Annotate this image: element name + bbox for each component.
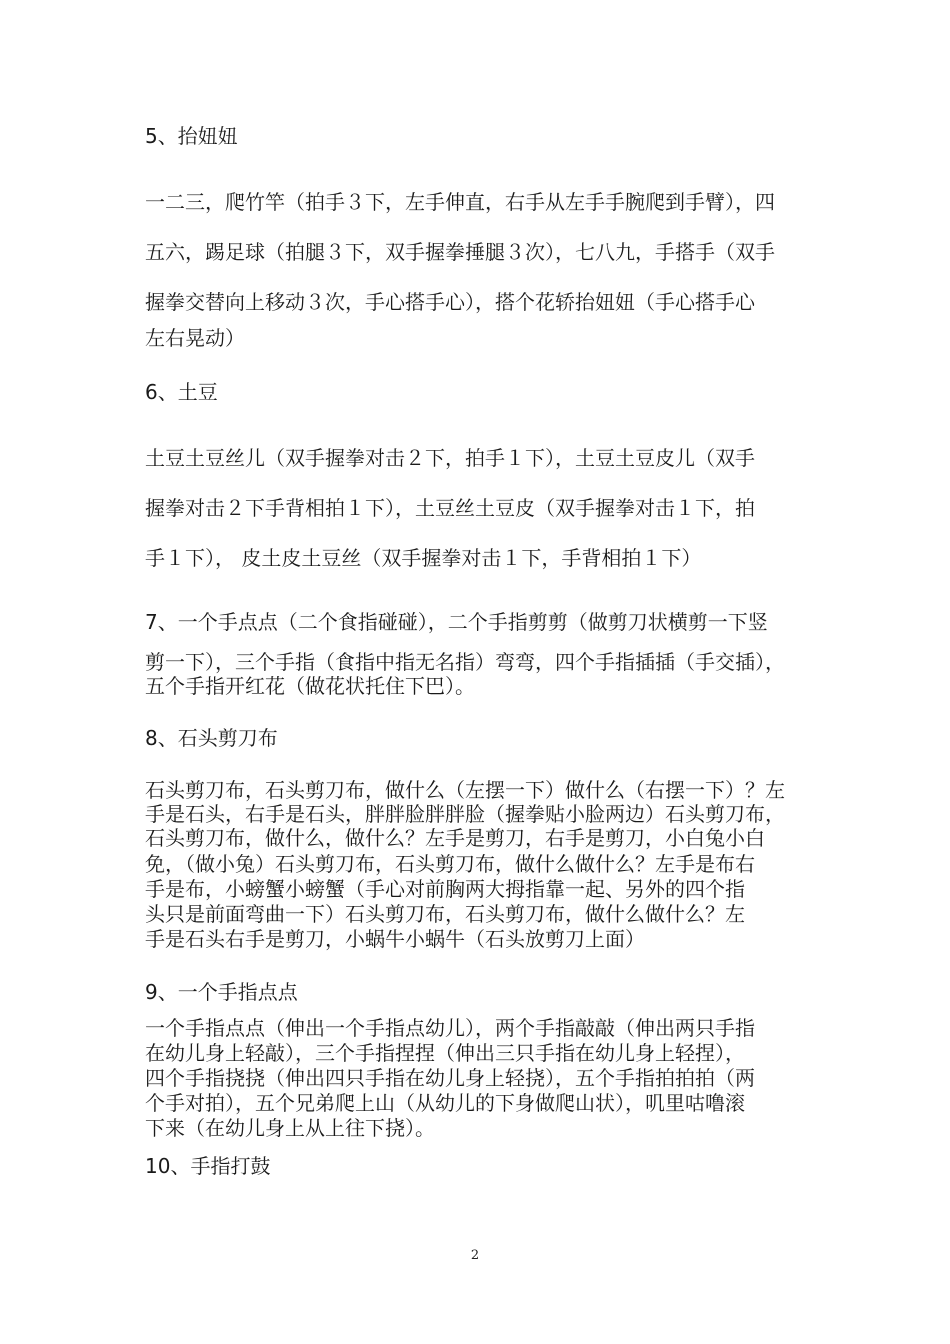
text-line: 在幼儿身上轻敲），三个手指捏捏（伸出三只手指在幼儿身上轻捏）， [145, 1041, 745, 1065]
text-line: 个手对拍），五个兄弟爬上山（从幼儿的下身做爬山状），叽里咕噜滚 [145, 1091, 745, 1115]
text-line: 五个手指开红花（做花状托住下巴）。 [145, 674, 475, 698]
text-line: 头只是前面弯曲一下）石头剪刀布，石头剪刀布，做什么做什么？左 [145, 902, 745, 926]
heading-5: 5、抬妞妞 [145, 124, 238, 148]
text-line: 五六，踢足球（拍腿３下，双手握拳捶腿３次），七八九，手搭手（双手 [145, 240, 775, 264]
heading-9: 9、一个手指点点 [145, 980, 298, 1004]
text-line: 手是布，小螃蟹小螃蟹（手心对前胸两大拇指靠一起、另外的四个指 [145, 877, 745, 901]
text-line: 土豆土豆丝儿（双手握拳对击２下，拍手１下），土豆土豆皮儿（双手 [145, 446, 755, 470]
heading-8: 8、石头剪刀布 [145, 726, 278, 750]
text-line: 四个手指挠挠（伸出四只手指在幼儿身上轻挠），五个手指拍拍拍（两 [145, 1066, 755, 1090]
text-line: 一个手指点点（伸出一个手指点幼儿），两个手指敲敲（伸出两只手指 [145, 1016, 755, 1040]
heading-6: 6、土豆 [145, 380, 218, 404]
heading-10: 10、手指打鼓 [145, 1154, 271, 1178]
text-line: 手是石头，右手是石头，胖胖脸胖胖脸（握拳贴小脸两边）石头剪刀布， [145, 802, 785, 826]
text-line: 左右晃动） [145, 326, 245, 350]
text-line: 手１下）， 皮土皮土豆丝（双手握拳对击１下，手背相拍１下） [145, 546, 702, 570]
text-line: 石头剪刀布，做什么，做什么？左手是剪刀，右手是剪刀，小白兔小白 [145, 826, 765, 850]
text-line: 剪一下），三个手指（食指中指无名指）弯弯，四个手指插插（手交插）， [145, 650, 785, 674]
text-line: 手是石头右手是剪刀，小蜗牛小蜗牛（石头放剪刀上面） [145, 927, 645, 951]
page-number: 2 [470, 1248, 480, 1263]
text-line: 握拳交替向上移动３次，手心搭手心），搭个花轿抬妞妞（手心搭手心 [145, 290, 755, 314]
text-line: 下来（在幼儿身上从上往下挠）。 [145, 1116, 435, 1140]
text-line: 石头剪刀布，石头剪刀布，做什么（左摆一下）做什么（右摆一下）？左 [145, 778, 785, 802]
text-line: 免，（做小兔）石头剪刀布，石头剪刀布，做什么做什么？左手是布右 [145, 852, 755, 876]
text-line: 握拳对击２下手背相拍１下），土豆丝土豆皮（双手握拳对击１下，拍 [145, 496, 755, 520]
heading-7: 7、一个手点点（二个食指碰碰），二个手指剪剪（做剪刀状横剪一下竖 [145, 610, 768, 634]
text-line: 一二三，爬竹竿（拍手３下，左手伸直，右手从左手手腕爬到手臂），四 [145, 190, 775, 214]
